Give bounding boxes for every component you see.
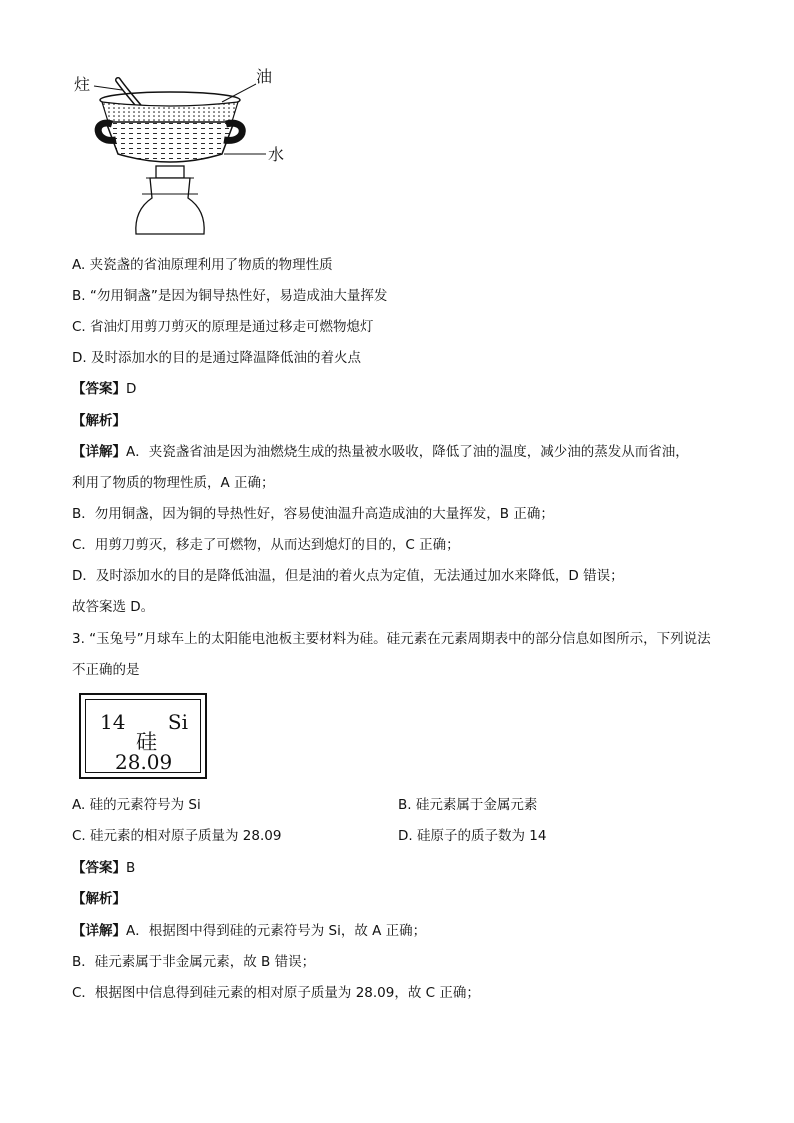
- q3-option-a: A. 硅的元素符号为 Si: [72, 797, 201, 813]
- label-oil: 油: [256, 67, 273, 86]
- atomic-mass: 28.09: [115, 750, 173, 774]
- q2-option-a: A. 夹瓷盏的省油原理利用了物质的物理性质: [72, 257, 333, 273]
- lamp-stem: [136, 178, 204, 234]
- q2-option-c: C. 省油灯用剪刀剪灭的原理是通过移走可燃物熄灯: [72, 319, 374, 335]
- oil-lamp-figure: [72, 66, 302, 246]
- q2-detail-line-5: D．及时添加水的目的是降低油温，但是油的着火点为定值，无法通过加水来降低，D 错误；: [72, 568, 624, 584]
- q3-detail-label: 【详解】: [72, 923, 126, 939]
- q2-detail-line-1: [72, 443, 689, 461]
- label-wick: 炷: [74, 75, 91, 94]
- q2-detail-line-2: 利用了物质的物理性质，A 正确；: [72, 475, 275, 491]
- q2-answer-label: 【答案】: [72, 381, 126, 397]
- q3-answer-label: 【答案】: [72, 860, 126, 876]
- q3-detail-line-2: B．硅元素属于非金属元素，故 B 错误；: [72, 954, 316, 970]
- q2-analysis: [72, 412, 126, 430]
- q3-detail-text-1: A．根据图中得到硅的元素符号为 Si，故 A 正确；: [126, 923, 427, 939]
- lamp-water-chamber: [106, 122, 234, 162]
- q2-answer-value: D: [126, 381, 137, 397]
- q3-option-c: C. 硅元素的相对原子质量为 28.09: [72, 828, 282, 844]
- q2-option-d: D. 及时添加水的目的是通过降温降低油的着火点: [72, 350, 361, 366]
- q3-answer-value: B: [126, 860, 136, 876]
- q3-detail-line-1: [72, 922, 426, 940]
- q2-detail-text-1: A．夹瓷盏省油是因为油燃烧生成的热量被水吸收，降低了油的温度，减少油的蒸发从而省油，: [126, 444, 689, 460]
- q3-analysis-label: 【解析】: [72, 891, 126, 907]
- q3-stem-line-2: 不正确的是: [72, 662, 140, 678]
- atomic-number: 14: [100, 710, 126, 734]
- q2-detail-line-6: 故答案选 D。: [72, 599, 155, 615]
- q3-answer: [72, 859, 135, 877]
- q2-analysis-label: 【解析】: [72, 413, 126, 429]
- periodic-element-card: [79, 693, 207, 779]
- element-symbol: Si: [167, 710, 188, 734]
- q2-option-b: B. “勿用铜盏”是因为铜导热性好，易造成油大量挥发: [72, 288, 388, 304]
- element-name: 硅: [136, 730, 157, 754]
- q3-analysis: [72, 890, 126, 908]
- label-water: 水: [268, 145, 285, 164]
- q3-option-d: D. 硅原子的质子数为 14: [398, 828, 547, 844]
- lamp-neck: [156, 166, 184, 178]
- q2-detail-line-4: C．用剪刀剪灭，移走了可燃物，从而达到熄灯的目的，C 正确；: [72, 537, 460, 553]
- q3-option-b: B. 硅元素属于金属元素: [398, 797, 538, 813]
- q2-detail-label: 【详解】: [72, 444, 126, 460]
- q3-stem-line-1: 3. “玉兔号”月球车上的太阳能电池板主要材料为硅。硅元素在元素周期表中的部分信息如图所示，下列说法: [72, 631, 711, 647]
- q3-detail-line-3: C．根据图中信息得到硅元素的相对原子质量为 28.09，故 C 正确；: [72, 985, 480, 1001]
- q2-detail-line-3: B．勿用铜盏，因为铜的导热性好，容易使油温升高造成油的大量挥发，B 正确；: [72, 506, 554, 522]
- q2-answer: [72, 380, 136, 398]
- periodic-element-inner-frame: [85, 699, 201, 773]
